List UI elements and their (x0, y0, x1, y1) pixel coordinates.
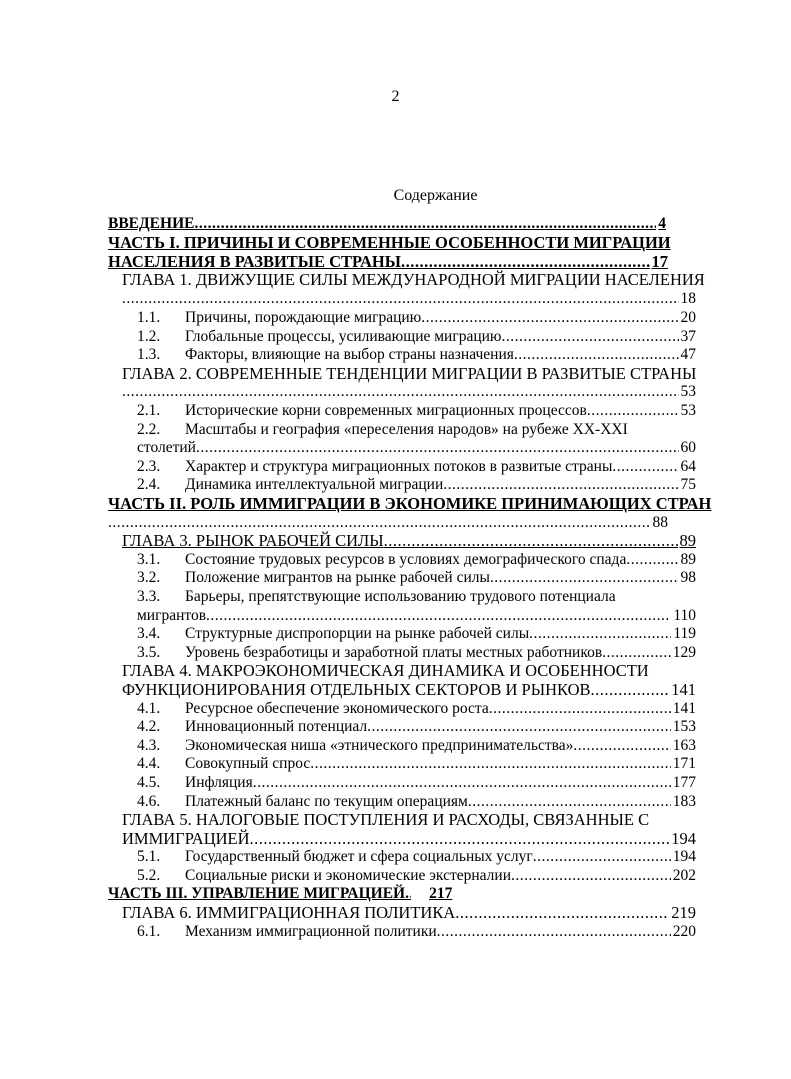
toc-entry-5-1[interactable]: 5.1. Государственный бюджет и сфера социальных услуг ..... 194 (137, 847, 696, 867)
toc-entry-4-6[interactable]: 4.6. Платежный баланс по текущим операциям ..... 183 (137, 792, 696, 812)
toc-entry-1-2[interactable]: 1.2. Глобальные процессы, усиливающие миграцию ..... 37 (137, 327, 696, 347)
toc-entry-4-5[interactable]: 4.5. Инфляция ..... 177 (137, 773, 696, 793)
toc-entry-part-1[interactable]: ЧАСТЬ I. ПРИЧИНЫ И СОВРЕМЕННЫЕ ОСОБЕННОСТИ МИГРАЦИИ (108, 233, 671, 252)
toc-entry-4-3[interactable]: 4.3. Экономическая ниша «этнического предпринимательства» ..... 163 (137, 736, 696, 756)
toc-entry-chapter-4-cont[interactable]: ФУНКЦИОНИРОВАНИЯ ОТДЕЛЬНЫХ СЕКТОРОВ И РЫНКОВ ..... 141 (122, 680, 696, 700)
page-number: 2 (391, 88, 400, 105)
toc-entry-2-2[interactable]: 2.2. Масштабы и география «переселения народов» на рубеже XX-XXI (137, 421, 628, 438)
toc-entry-4-2[interactable]: 4.2. Инновационный потенциал ..... 153 (137, 717, 696, 737)
toc-entry-part-1-cont[interactable]: НАСЕЛЕНИЯ В РАЗВИТЫЕ СТРАНЫ ..... 17 (108, 252, 668, 272)
toc-entry-chapter-1[interactable]: ГЛАВА 1. ДВИЖУЩИЕ СИЛЫ МЕЖДУНАРОДНОЙ МИГРАЦИИ НАСЕЛЕНИЯ (122, 270, 705, 289)
toc-entry-4-1[interactable]: 4.1. Ресурсное обеспечение экономического роста ..... 141 (137, 699, 696, 719)
toc-entry-chapter-1-page[interactable]: ..... 18 (122, 289, 696, 309)
toc-entry-2-4[interactable]: 2.4. Динамика интеллектуальной миграции ..... 75 (137, 475, 696, 495)
toc-entry-introduction[interactable]: ВВЕДЕНИЕ ..... 4 (108, 214, 666, 234)
toc-entry-4-4[interactable]: 4.4. Совокупный спрос ..... 171 (137, 754, 696, 774)
toc-entry-chapter-5-cont[interactable]: ИММИГРАЦИЕЙ ..... 194 (122, 829, 696, 849)
toc-entry-2-1[interactable]: 2.1. Исторические корни современных миграционных процессов ..... 53 (137, 401, 696, 421)
toc-entry-chapter-2-page[interactable]: ..... 53 (122, 382, 696, 402)
toc-title: Содержание (393, 187, 478, 204)
toc-entry-3-3-cont[interactable]: мигрантов ..... 110 (137, 606, 696, 626)
toc-entry-3-4[interactable]: 3.4. Структурные диспропорции на рынке рабочей силы ..... 119 (137, 624, 696, 644)
toc-entry-2-3[interactable]: 2.3. Характер и структура миграционных потоков в развитые страны ..... 64 (137, 457, 696, 477)
toc-entry-3-3[interactable]: 3.3. Барьеры, препятствующие использованию трудового потенциала (137, 588, 616, 605)
toc-entry-6-1[interactable]: 6.1. Механизм иммиграционной политики ..... 220 (137, 922, 696, 942)
toc-entry-1-3[interactable]: 1.3. Факторы, влияющие на выбор страны назначения ..... 47 (137, 345, 696, 365)
toc-entry-5-2[interactable]: 5.2. Социальные риски и экономические экстерналии ..... 202 (137, 866, 696, 886)
toc-entry-chapter-3[interactable]: ГЛАВА 3. РЫНОК РАБОЧЕЙ СИЛЫ ..... 89 (122, 531, 696, 551)
toc-entry-1-1[interactable]: 1.1. Причины, порождающие миграцию ..... 20 (137, 308, 696, 328)
toc-entry-3-2[interactable]: 3.2. Положение мигрантов на рынке рабочей силы ..... 98 (137, 568, 696, 588)
toc-entry-part-2[interactable]: ЧАСТЬ II. РОЛЬ ИММИГРАЦИИ В ЭКОНОМИКЕ ПРИНИМАЮЩИХ СТРАН (108, 494, 712, 513)
toc-entry-chapter-4[interactable]: ГЛАВА 4. МАКРОЭКОНОМИЧЕСКАЯ ДИНАМИКА И ОСОБЕННОСТИ (122, 661, 649, 680)
toc-entry-chapter-5[interactable]: ГЛАВА 5. НАЛОГОВЫЕ ПОСТУПЛЕНИЯ И РАСХОДЫ, СВЯЗАННЫЕ С (122, 810, 650, 829)
toc-entry-part-2-page[interactable]: ..... 88 (108, 513, 668, 533)
toc-entry-3-1[interactable]: 3.1. Состояние трудовых ресурсов в условиях демографического спада ..... 89 (137, 550, 696, 570)
toc-entry-3-5[interactable]: 3.5. Уровень безработицы и заработной платы местных работников ..... 129 (137, 643, 696, 663)
toc-entry-2-2-cont[interactable]: столетий ..... 60 (137, 438, 696, 458)
toc-entry-chapter-2[interactable]: ГЛАВА 2. СОВРЕМЕННЫЕ ТЕНДЕНЦИИ МИГРАЦИИ В РАЗВИТЫЕ СТРАНЫ (122, 364, 697, 383)
toc-entry-chapter-6[interactable]: ГЛАВА 6. ИММИГРАЦИОННАЯ ПОЛИТИКА ..... 219 (122, 903, 696, 923)
toc-entry-part-3[interactable]: ЧАСТЬ III. УПРАВЛЕНИЕ МИГРАЦИЕЙ ..... 217 (108, 884, 668, 904)
